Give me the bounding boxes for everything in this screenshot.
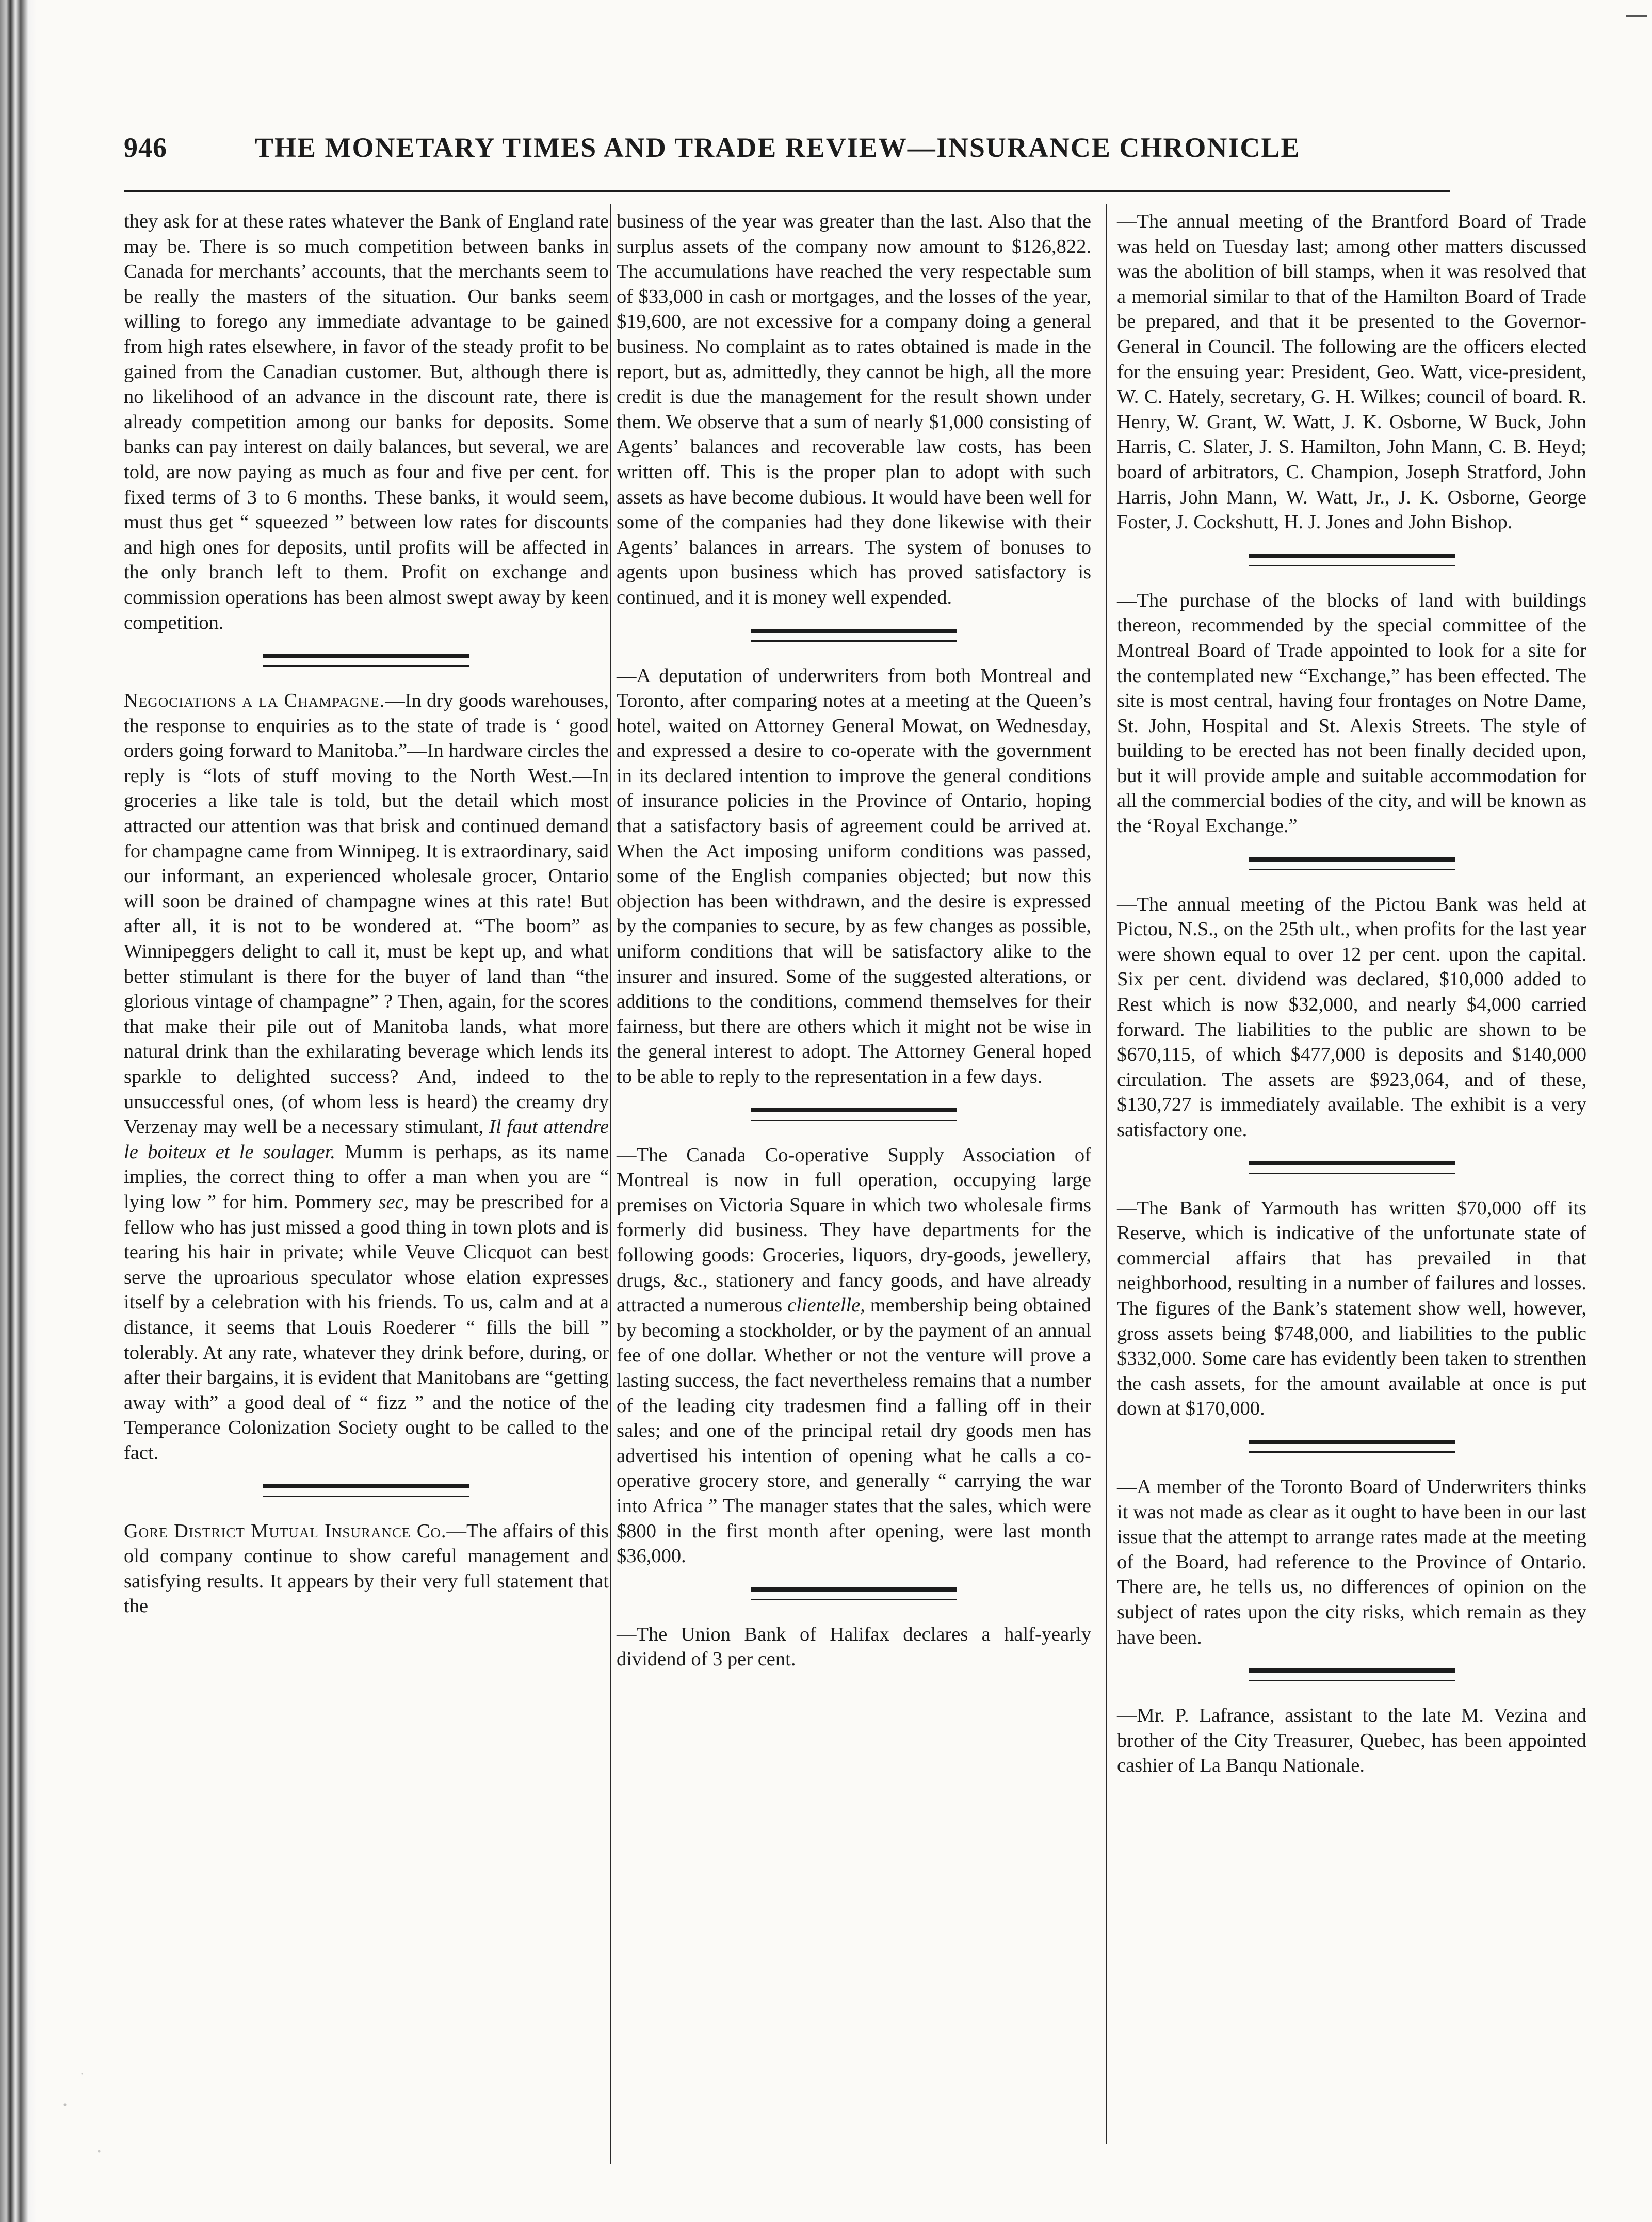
article-separator <box>263 1484 469 1497</box>
column-divider-1 <box>610 204 611 2164</box>
italic-phrase: sec, <box>378 1191 409 1213</box>
article-separator <box>1249 1440 1455 1453</box>
article-union-bank: —The Union Bank of Halifax declares a half-yearly dividend of 3 per cent. <box>617 1623 1091 1670</box>
italic-phrase: clientelle, <box>787 1294 865 1317</box>
article-text: —In dry goods warehouses, the response to enquiries as to the state of trade is ‘ good orders going forward to Manitoba.”—In hardware circles the reply is “lots of stuff moving to the North West.—In groceries a like tale is told, but the detail which most attracted our attention was that brisk and continued demand for champagne came from Winnipeg. It is extraordinary, said our informant, an experienced wholesale grocer, Ontario will soon be drained of champagne wines at this rate! But after all, it is not to be wondered at. “The boom” as Winnipeggers delight to call it, must be kept up, and what better stimulant is there for the buyer of land than “the glorious vintage of champagne” ? Then, again, for the scores that make their pile out of Manitoba lands, what more natural drink than the exhilarating beverage which lends its sparkle to delighted success? And, indeed to the unsuccessful ones, (of whom less is heard) the creamy dry Verzenay may well be a necessary stimulant, <box>124 690 609 1138</box>
column-divider-2 <box>1106 204 1107 2144</box>
article-separator <box>1249 1668 1455 1681</box>
article-separator <box>263 654 469 667</box>
article-text: may be prescribed for a fellow who has just missed a good thing in town plots and is tearing his hair in private; while Veuve Clicquot can best serve the uproarious speculator whose elation expresses itself by a celebration with his friends. To us, calm and at a distance, it seems that Louis Roederer “ fills the bill ” tolerably. At any rate, whatever they drink before, during, or after their bargains, it is evident that Manitobans are “getting away with” a good deal of “ fizz ” and the notice of the Temperance Colonization Society ought to be called to the fact. <box>124 1191 609 1464</box>
header-rule <box>124 190 1450 192</box>
italic-phrase: Il faut attendre le boiteux et le soulager. <box>124 1116 609 1163</box>
article-text: membership being obtained by becoming a stockholder, or by the payment of an annual fee of one dollar. Whether or not the venture will prove a lasting success, the fact nevertheless remains that a number of the leading city tradesmen find a falling off in their sales; and one of the principal retail dry goods men has advertised his intention of opening what he calls a co-operative grocery store, and generally “ carrying the war into Africa ” The manager states that the sales, which were $800 in the first month after opening, were last month $36,000. <box>617 1294 1091 1567</box>
article-separator <box>1249 857 1455 870</box>
article-bank-of-yarmouth: —The Bank of Yarmouth has written $70,000 off its Reserve, which is indicative of the unfortunate state of commercial affairs that has prevailed in that neighborhood, resulting in a number of failures and losses. The figures of the Bank’s statement show well, however, gross assets being $748,000, and liabilities to the public $332,000. Some care has evidently been taken to strenthen the cash assets, for the amount available at once is put down at $170,000. <box>1117 1197 1586 1420</box>
article-text: Mumm is perhaps, as its name implies, the correct thing to offer a man when you are “ lying low ” for him. Pommery <box>124 1141 609 1213</box>
column-2 <box>617 209 1091 1672</box>
article-royal-exchange: —The purchase of the blocks of land with buildings thereon, recommended by the special committee of the Montreal Board of Trade appointed to look for a site for the contemplated new “Exchange,” has been effected. The site is most central, having four frontages on Notre Dame, St. John, Hospital and St. Alexis Streets. The style of building to be erected has not been finally decided upon, but it will provide ample and suitable accommodation for all the commercial bodies of the city, and will be known as the ‘Royal Exchange.” <box>1117 589 1586 837</box>
page-header <box>124 132 1445 173</box>
masthead-title: THE MONETARY TIMES AND TRADE REVIEW—INSURANCE CHRONICLE <box>255 132 1301 163</box>
article-toronto-underwriters: —A member of the Toronto Board of Underwriters thinks it was not made as clear as it ought to have been in our last issue that the attempt to arrange rates made at the meeting of the Board, had reference to the Province of Ontario. There are, he tells us, no differences of opinion on the subject of rates upon the city risks, which remain as they have been. <box>1117 1475 1586 1648</box>
paper-specks <box>31 2043 144 2198</box>
article-underwriters-deputation: —A deputation of underwriters from both Montreal and Toronto, after comparing notes at a meeting at the Queen’s hotel, waited on Attorney General Mowat, on Wednesday, and expressed a desire to co-operate with the government in its declared intention to improve the general conditions of insurance policies in the Province of Ontario, hoping that a satisfactory basis of agreement could be arrived at. When the Act imposing uniform conditions was passed, some of the English companies objected; but now this objection has been withdrawn, and the desire is expressed by the companies to secure, by as few changes as possible, uniform conditions that will be satisfactory alike to the insurer and insured. Some of the suggested alterations, or additions to the conditions, commend themselves for their fairness, but there are others which it might not be wise in the general interest to adopt. The Attorney General hoped to be able to reply to the representation in a few days. <box>617 664 1091 1088</box>
article-separator <box>751 629 957 642</box>
page-number: 946 <box>124 132 167 163</box>
article-cooperative-supply <box>617 1143 1091 1569</box>
corner-mark <box>1626 0 1647 17</box>
page-binding-edge <box>0 0 36 2222</box>
article-brantford-board: —The annual meeting of the Brantford Board of Trade was held on Tuesday last; among other matters discussed was the abolition of bill stamps, when it was resolved that a memorial similar to that of the Hamilton Board of Trade be prepared, and that it be presented to the Governor-General in Council. The following are the officers elected for the ensuing year: President, Geo. Watt, vice-president, W. C. Hately, secretary, G. H. Wilkes; council of board. R. Henry, W. Grant, W. Watt, J. K. Osborne, W Buck, John Harris, C. Slater, J. S. Hamilton, John Mann, C. B. Heyd; board of arbitrators, C. Champion, Joseph Stratford, John Harris, John Mann, W. Watt, Jr., J. K. Osborne, George Foster, J. Cockshutt, H. J. Jones and John Bishop. <box>1117 210 1586 533</box>
article-gore-district <box>124 1519 609 1619</box>
article-bank-rates: they ask for at these rates whatever the Bank of England rate may be. There is so much competition between banks in Canada for merchants’ accounts, that the merchants seem to be really the masters of the situation. Our banks seem willing to forego any immediate advantage to be gained from high rates elsewhere, in favor of the steady profit to be gained from the Canadian customer. But, although there is no likelihood of an advance in the discount rate, there is already competition among our banks for deposits. Some banks can pay interest on daily balances, but several, we are told, are now paying as much as four and five per cent. for fixed terms of 3 to 6 months. These banks, it would seem, must thus get “ squeezed ” between low rates for discounts and high ones for deposits, until profits will be affected in the only branch left to them. Profit on exchange and commission operations has been almost swept away by keen competition. <box>124 210 609 634</box>
article-champagne <box>124 688 609 1465</box>
column-3 <box>1117 209 1586 1778</box>
article-heading: Gore District Mutual Insurance Co. <box>124 1520 447 1542</box>
article-separator <box>751 1108 957 1121</box>
article-heading: Negociations a la Champagne. <box>124 690 385 712</box>
article-separator <box>751 1587 957 1600</box>
article-text: —The Canada Co-operative Supply Association of Montreal is now in full operation, occupying large premises on Victoria Square in which two wholesale firms formerly did business. They have departments for the following goods: Groceries, liquors, dry-goods, jewellery, drugs, &c., stationery and fancy goods, and have already attracted a numerous <box>617 1144 1091 1317</box>
article-pictou-bank: —The annual meeting of the Pictou Bank was held at Pictou, N.S., on the 25th ult., when profits for the last year were shown equal to over 12 per cent. upon the capital. Six per cent. dividend was declared, $10,000 added to Rest which is now $32,000, and nearly $4,000 carried forward. The liabilities to the public are shown to be $670,115, of which $477,000 is deposits and $140,000 circulation. The assets are $923,064, and of these, $130,727 is immediately available. The exhibit is a very satisfactory one. <box>1117 893 1586 1141</box>
article-separator <box>1249 554 1455 566</box>
article-text: —The affairs of this old company continue to show careful management and satisfying results. It appears by their very full statement that the <box>124 1520 609 1617</box>
article-lafrance: —Mr. P. Lafrance, assistant to the late M. Vezina and brother of the City Treasurer, Quebec, has been appointed cashier of La Banqu Nationale. <box>1117 1705 1586 1777</box>
article-separator <box>1249 1161 1455 1174</box>
article-gore-district-continued: business of the year was greater than the last. Also that the surplus assets of the company now amount to $126,822. The accumulations have reached the very respectable sum of $33,000 in cash or mortgages, and the losses of the year, $19,600, are not excessive for a company doing a general business. No complaint as to rates obtained is made in the report, but as, admittedly, they cannot be high, all the more credit is due the management for the result shown under them. We observe that a sum of nearly $1,000 consisting of Agents’ balances and recoverable law costs, has been written off. This is the proper plan to adopt with such assets as have become dubious. It would have been well for some of the companies had they done likewise with their Agents’ balances in arrears. The system of bonuses to agents upon business which has proved satisfactory is continued, and it is money well expended. <box>617 210 1091 608</box>
column-1 <box>124 209 609 1619</box>
